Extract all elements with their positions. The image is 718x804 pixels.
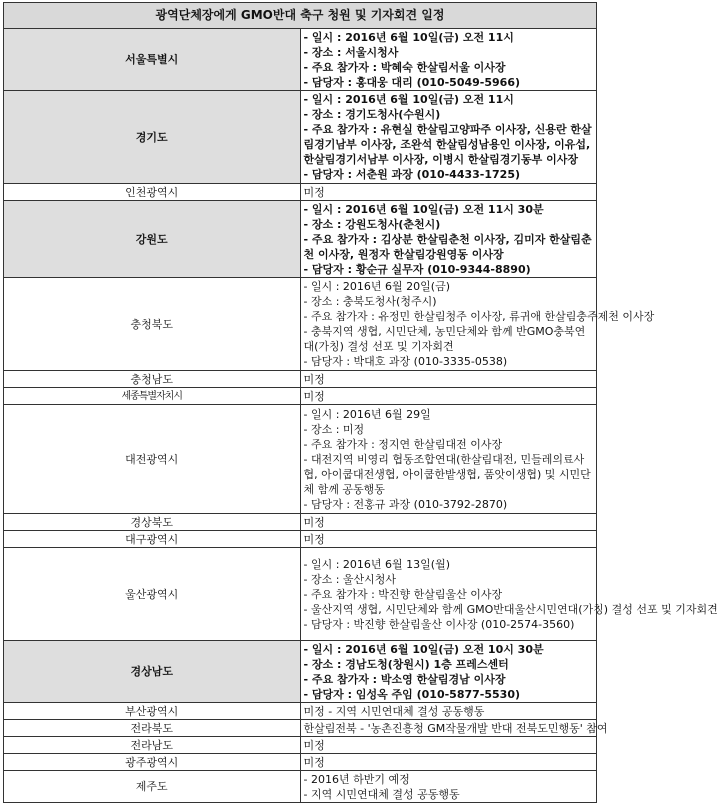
detail-cell: [300, 388, 597, 405]
detail-line: - 담당자 : 홍대웅 대리 (010-5049-5966): [303, 75, 520, 89]
table-row: [4, 29, 597, 91]
detail-cell: [300, 771, 597, 803]
detail-cell: [300, 371, 597, 388]
detail-line: - 충북지역 생협, 시민단체, 농민단체와 함께 반GMO충북연대(가칭) 결성 선포 및 기자회견: [303, 325, 586, 353]
detail-line: - 주요 참가자 : 유현실 한살림고양파주 이사장, 신용란 한살림경기남부 이사장, 조완석 한살림성남용인 이사장, 이유섭, 한살림경기서남부 이사장, 이병시 한살림경기동부 이사장: [303, 123, 592, 166]
detail-line: - 울산지역 생협, 시민단체와 함께 GMO반대울산시민연대(가칭) 결성 선포 및 기자회견: [303, 602, 718, 616]
detail-cell: [300, 703, 597, 720]
table-row: [4, 641, 597, 703]
detail-line: 미정: [303, 372, 325, 386]
detail-line: - 일시 : 2016년 6월 29일: [303, 407, 431, 421]
detail-cell: [300, 531, 597, 548]
table-row: [4, 201, 597, 278]
detail-line: 미정 - 지역 시민연대체 결성 공동행동: [303, 704, 485, 718]
detail-line: 미정: [303, 389, 325, 403]
table-row: [4, 514, 597, 531]
region-cell: 전라남도: [4, 737, 301, 754]
detail-line: - 담당자 : 박대호 과장 (010-3335-0538): [303, 355, 508, 368]
region-cell: 서울특별시: [4, 29, 301, 91]
table-row: [4, 91, 597, 184]
detail-cell: [300, 514, 597, 531]
detail-line: - 주요 참가자 : 박진향 한살림울산 이사장: [303, 587, 503, 601]
table-row: [4, 737, 597, 754]
region-cell: 전라북도: [4, 720, 301, 737]
detail-line: - 2016년 하반기 예정: [303, 772, 410, 786]
detail-line: - 장소 : 충북도청사(청주시): [303, 295, 437, 308]
region-cell: 충청남도: [4, 371, 301, 388]
region-cell: 충청북도: [4, 278, 301, 371]
region-cell: 제주도: [4, 771, 301, 803]
table-row: [4, 371, 597, 388]
table-row: [4, 703, 597, 720]
table-row: [4, 278, 597, 371]
table-row: [4, 754, 597, 771]
detail-line: 한살림전북 - '농촌진흥청 GM작물개발 반대 전북도민행동' 참여: [303, 721, 608, 735]
detail-cell: [300, 405, 597, 514]
detail-line: - 일시 : 2016년 6월 13일(월): [303, 557, 450, 571]
detail-line: - 담당자 : 박진향 한살림울산 이사장 (010-2574-3560): [303, 617, 575, 631]
detail-line: - 주요 참가자 : 김상분 한살림춘천 이사장, 김미자 한살림춘천 이사장, 원정자 한살림강원영동 이사장: [303, 232, 592, 261]
detail-line: - 장소 : 경기도청사(수원시): [303, 108, 441, 121]
detail-line: - 장소 : 서울시청사: [303, 45, 399, 59]
region-cell: 광주광역시: [4, 754, 301, 771]
detail-line: - 주요 참가자 : 박혜숙 한살림서울 이사장: [303, 60, 506, 74]
detail-line: - 일시 : 2016년 6월 10일(금) 오전 10시 30분: [303, 642, 544, 656]
detail-line: - 장소 : 울산시청사: [303, 572, 397, 586]
detail-line: 미정: [303, 738, 325, 752]
detail-cell: [300, 720, 608, 737]
table-row: [4, 548, 597, 641]
detail-line: 미정: [303, 755, 325, 769]
detail-cell: [300, 201, 597, 278]
title-row: [4, 3, 597, 29]
detail-cell: [300, 184, 597, 201]
region-cell: 세종특별자치시: [4, 388, 301, 405]
table-title: 광역단체장에게 GMO반대 축구 청원 및 기자회견 일정: [4, 3, 597, 29]
detail-line: - 담당자 : 황순규 실무자 (010-9344-8890): [303, 262, 531, 276]
region-cell: 인천광역시: [4, 184, 301, 201]
detail-line: - 장소 : 미정: [303, 422, 365, 436]
detail-line: - 일시 : 2016년 6월 10일(금) 오전 11시 30분: [303, 202, 544, 216]
table-row: [4, 531, 597, 548]
detail-line: - 담당자 : 전홍규 과장 (010-3792-2870): [303, 497, 508, 511]
region-cell: 경기도: [4, 91, 301, 184]
detail-cell: [300, 91, 597, 184]
detail-line: - 장소 : 경남도청(창원시) 1층 프레스센터: [303, 657, 509, 671]
detail-cell: [300, 278, 655, 371]
detail-cell: [300, 754, 597, 771]
detail-cell: [300, 641, 597, 703]
detail-line: 미정: [303, 515, 325, 529]
detail-line: - 주요 참가자 : 박소영 한살림경남 이사장: [303, 672, 506, 686]
detail-line: - 일시 : 2016년 6월 20일(금): [303, 280, 450, 293]
region-cell: 대구광역시: [4, 531, 301, 548]
detail-line: 미정: [303, 532, 325, 546]
region-cell: 강원도: [4, 201, 301, 278]
region-cell: 경상남도: [4, 641, 301, 703]
table-row: [4, 388, 597, 405]
detail-cell: [300, 737, 597, 754]
table-row: [4, 771, 597, 803]
detail-line: - 주요 참가자 : 정지연 한살림대전 이사장: [303, 437, 503, 451]
detail-cell: [300, 29, 597, 91]
region-cell: 대전광역시: [4, 405, 301, 514]
detail-line: - 주요 참가자 : 유정민 한살림청주 이사장, 류귀애 한살림충주제천 이사장: [303, 310, 655, 323]
detail-line: - 장소 : 강원도청사(춘천시): [303, 217, 441, 231]
schedule-table: [3, 2, 718, 803]
table-row: [4, 720, 597, 737]
detail-line: - 담당자 : 임성옥 주임 (010-5877-5530): [303, 687, 520, 701]
detail-cell: [300, 548, 718, 641]
detail-line: - 대전지역 비영리 협동조합연대(한살림대전, 민들레의료사협, 아이쿱대전생협, 아이쿱한밭생협, 품앗이생협) 및 시민단체 함께 공동행동: [303, 452, 591, 496]
region-cell: 울산광역시: [4, 548, 301, 641]
detail-line: - 일시 : 2016년 6월 10일(금) 오전 11시: [303, 30, 514, 44]
region-cell: 경상북도: [4, 514, 301, 531]
detail-line: - 담당자 : 서춘원 과장 (010-4433-1725): [303, 168, 520, 181]
schedule-body: [4, 3, 718, 803]
detail-line: 미정: [303, 185, 325, 199]
table-row: [4, 405, 597, 514]
detail-line: - 일시 : 2016년 6월 10일(금) 오전 11시: [303, 93, 514, 106]
table-row: [4, 184, 597, 201]
detail-line: - 지역 시민연대체 결성 공동행동: [303, 787, 460, 801]
region-cell: 부산광역시: [4, 703, 301, 720]
